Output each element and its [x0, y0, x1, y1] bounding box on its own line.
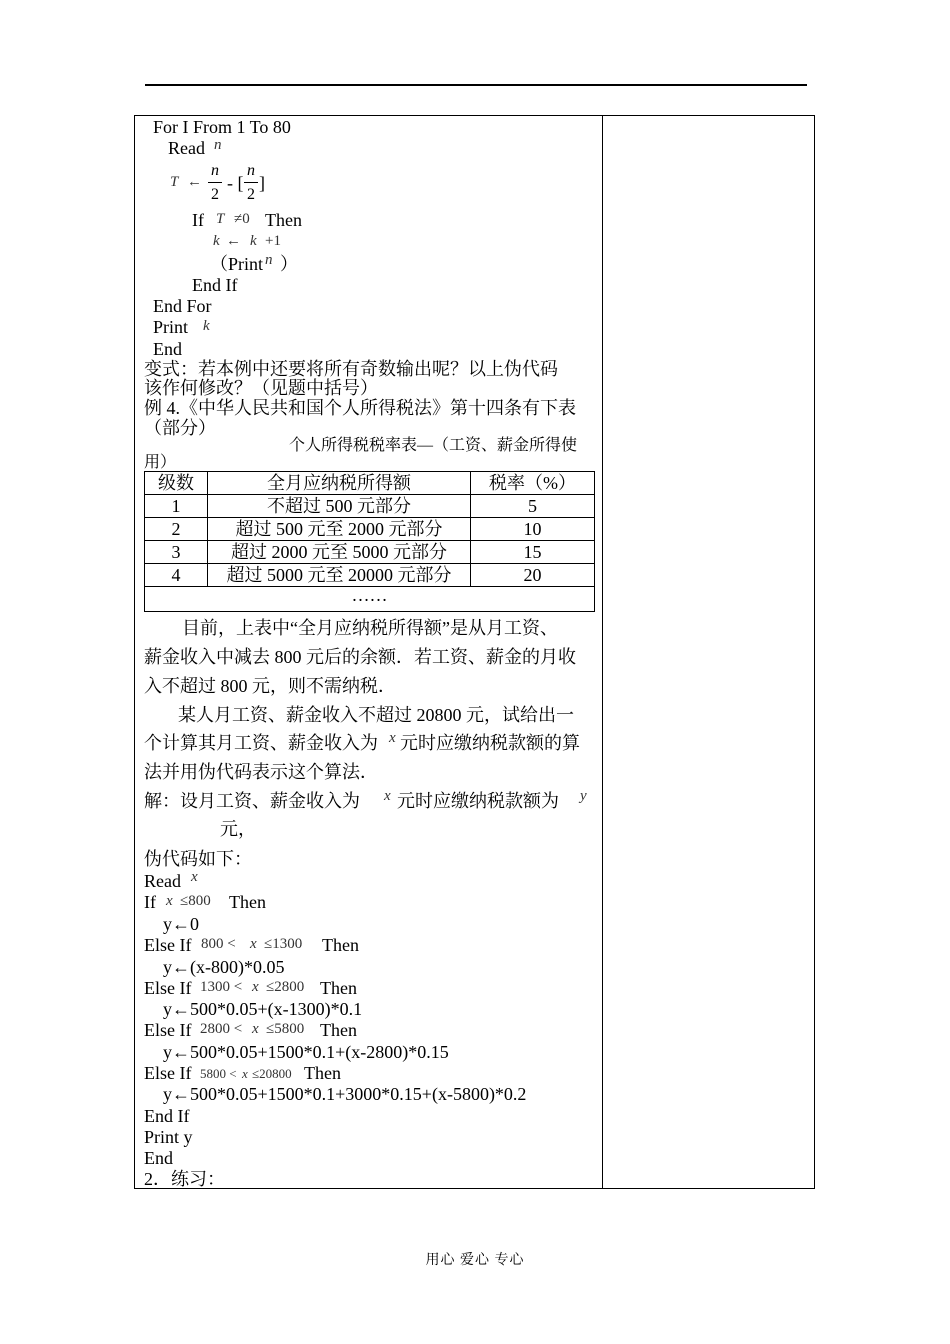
- code2-cond-3a: 1300 <: [200, 979, 243, 995]
- code2-elseif-2: Else If: [144, 935, 192, 955]
- code-plus-one: +1: [265, 233, 281, 249]
- code2-cond-4a: 2800 <: [200, 1021, 243, 1037]
- header-rule: [145, 84, 807, 86]
- frac1-bar: [208, 182, 222, 183]
- code2-then-4: Then: [320, 1020, 357, 1040]
- section-2-heading: 2．练习：: [144, 1169, 225, 1189]
- code-k-arrow: ←: [226, 233, 241, 249]
- code2-if-x: x: [166, 893, 173, 909]
- code2-end: End: [144, 1148, 173, 1168]
- table-ellipsis: ……: [145, 587, 595, 612]
- solution-line-2: 元，: [220, 819, 256, 839]
- frac1-num: n: [211, 162, 219, 179]
- code2-cond-5b: ≤20800: [252, 1066, 292, 1081]
- code-print-n: n: [265, 252, 273, 268]
- cell-amount: 超过 5000 元至 20000 元部分: [208, 564, 471, 587]
- para1-line-1: 目前，上表中“全月应纳税所得额”是从月工资、: [182, 618, 558, 638]
- cell-amount: 超过 2000 元至 5000 元部分: [208, 541, 471, 564]
- page-footer: 用心 爱心 专心: [425, 1253, 525, 1268]
- code2-read-x: x: [191, 869, 198, 885]
- code2-assign-4: y←500*0.05+1500*0.1+(x-2800)*0.15: [163, 1042, 449, 1062]
- header-rate: 税率（%）: [471, 472, 595, 495]
- para1-line-2: 薪金收入中减去 800 元后的余额．若工资、薪金的月收: [144, 647, 576, 667]
- code2-elseif-5: Else If: [144, 1063, 192, 1083]
- solution-var-y: y: [580, 788, 587, 804]
- code2-assign-5: y←500*0.05+1500*0.1+3000*0.15+(x-5800)*0.2: [163, 1084, 527, 1104]
- header-amount: 全月应纳税所得额: [208, 472, 471, 495]
- cell-level: 3: [145, 541, 208, 564]
- cell-amount: 超过 500 元至 2000 元部分: [208, 518, 471, 541]
- table-row: [145, 541, 595, 564]
- para2-line-2a: 个计算其月工资、薪金收入为: [144, 733, 378, 753]
- solution-line-1b: 元时应缴纳税款额为: [397, 791, 559, 811]
- code-print-close: ）: [280, 254, 298, 274]
- cell-rate: 10: [471, 518, 595, 541]
- code2-cond-2a: 800 <: [201, 936, 236, 952]
- code2-if-cond: ≤800: [180, 893, 211, 909]
- code-if-then: Then: [265, 210, 302, 230]
- code2-cond-3x: x: [252, 979, 259, 995]
- code2-end-if: End If: [144, 1106, 190, 1126]
- variant-line-2: 该作何修改？（见题中括号）: [144, 378, 378, 398]
- code2-cond-4x: x: [252, 1021, 259, 1037]
- frac2-num: n: [247, 162, 255, 179]
- cell-level: 4: [145, 564, 208, 587]
- code2-then-5: Then: [304, 1063, 341, 1083]
- frac2-den: 2: [247, 186, 255, 203]
- code-for-line: For I From 1 To 80: [153, 117, 291, 137]
- variant-line-1: 变式：若本例中还要将所有奇数输出呢？以上伪代码: [144, 359, 558, 379]
- code-var-T: T: [170, 174, 179, 190]
- code-read: Read: [168, 138, 205, 158]
- cell-amount: 不超过 500 元部分: [208, 495, 471, 518]
- para1-line-3: 入不超过 800 元，则不需纳税．: [144, 676, 396, 696]
- code-if-neq: ≠0: [234, 211, 250, 227]
- code-if: If: [192, 210, 204, 230]
- code-end: End: [153, 339, 182, 359]
- frac1-den: 2: [211, 186, 219, 203]
- code-minus-bracket: - [: [227, 173, 244, 193]
- code2-then-3: Then: [320, 978, 357, 998]
- header-level: 级数: [145, 472, 208, 495]
- code-print-k: k: [203, 318, 210, 334]
- column-divider: [602, 115, 603, 1189]
- para2-line-3: 法并用伪代码表示这个算法．: [144, 762, 378, 782]
- code-arrow: ←: [187, 174, 202, 190]
- code-print-open: （Print: [210, 254, 264, 274]
- code2-cond-4b: ≤5800: [266, 1021, 305, 1037]
- cell-rate: 15: [471, 541, 595, 564]
- code2-then-2: Then: [322, 935, 359, 955]
- solution-line-1a: 解：设月工资、薪金收入为: [144, 791, 360, 811]
- code2-assign-3: y←500*0.05+(x-1300)*0.1: [163, 999, 363, 1019]
- code2-cond-5x: x: [242, 1066, 248, 1081]
- cell-rate: 5: [471, 495, 595, 518]
- code2-assign-1: y←0: [163, 914, 199, 934]
- code2-if-then: Then: [229, 892, 266, 912]
- code-end-for: End For: [153, 296, 212, 316]
- para2-line-1: 某人月工资、薪金收入不超过 20800 元，试给出一: [178, 705, 574, 725]
- table-title-line-1: 个人所得税税率表—（工资、薪金所得使: [289, 437, 578, 454]
- para2-line-2b: 元时应缴纳税款额的算: [400, 733, 580, 753]
- code-k2: k: [250, 233, 257, 249]
- code2-cond-5a: 5800 <: [200, 1066, 237, 1081]
- code-k1: k: [213, 233, 220, 249]
- cell-rate: 20: [471, 564, 595, 587]
- code2-read: Read: [144, 871, 181, 891]
- table-row: [145, 518, 595, 541]
- cell-level: 1: [145, 495, 208, 518]
- para2-var-x: x: [389, 730, 396, 746]
- table-row: [145, 564, 595, 587]
- code-print: Print: [153, 317, 189, 337]
- cell-level: 2: [145, 518, 208, 541]
- code2-assign-2: y←(x-800)*0.05: [163, 957, 285, 977]
- code2-cond-2b: ≤1300: [264, 936, 303, 952]
- table-header-row: [145, 472, 595, 495]
- code2-elseif-3: Else If: [144, 978, 192, 998]
- tax-rate-table: [144, 471, 595, 612]
- pseudo-intro: 伪代码如下：: [144, 849, 252, 869]
- example-line-1: 例 4.《中华人民共和国个人所得税法》第十四条有下表: [144, 398, 576, 418]
- code2-if: If: [144, 892, 156, 912]
- code-var-n: n: [214, 137, 222, 153]
- code2-print: Print y: [144, 1127, 193, 1147]
- code-if-T: T: [216, 211, 225, 227]
- solution-var-x: x: [384, 788, 391, 804]
- code2-cond-3b: ≤2800: [266, 979, 305, 995]
- code2-cond-2x: x: [250, 936, 257, 952]
- code-end-if: End If: [192, 275, 238, 295]
- table-title-line-2: 用）: [144, 454, 177, 471]
- table-ellipsis-row: [145, 587, 595, 612]
- code-bracket-close: ]: [259, 173, 265, 193]
- example-line-2: （部分）: [144, 418, 216, 438]
- code2-elseif-4: Else If: [144, 1020, 192, 1040]
- frac2-bar: [244, 182, 258, 183]
- table-row: [145, 495, 595, 518]
